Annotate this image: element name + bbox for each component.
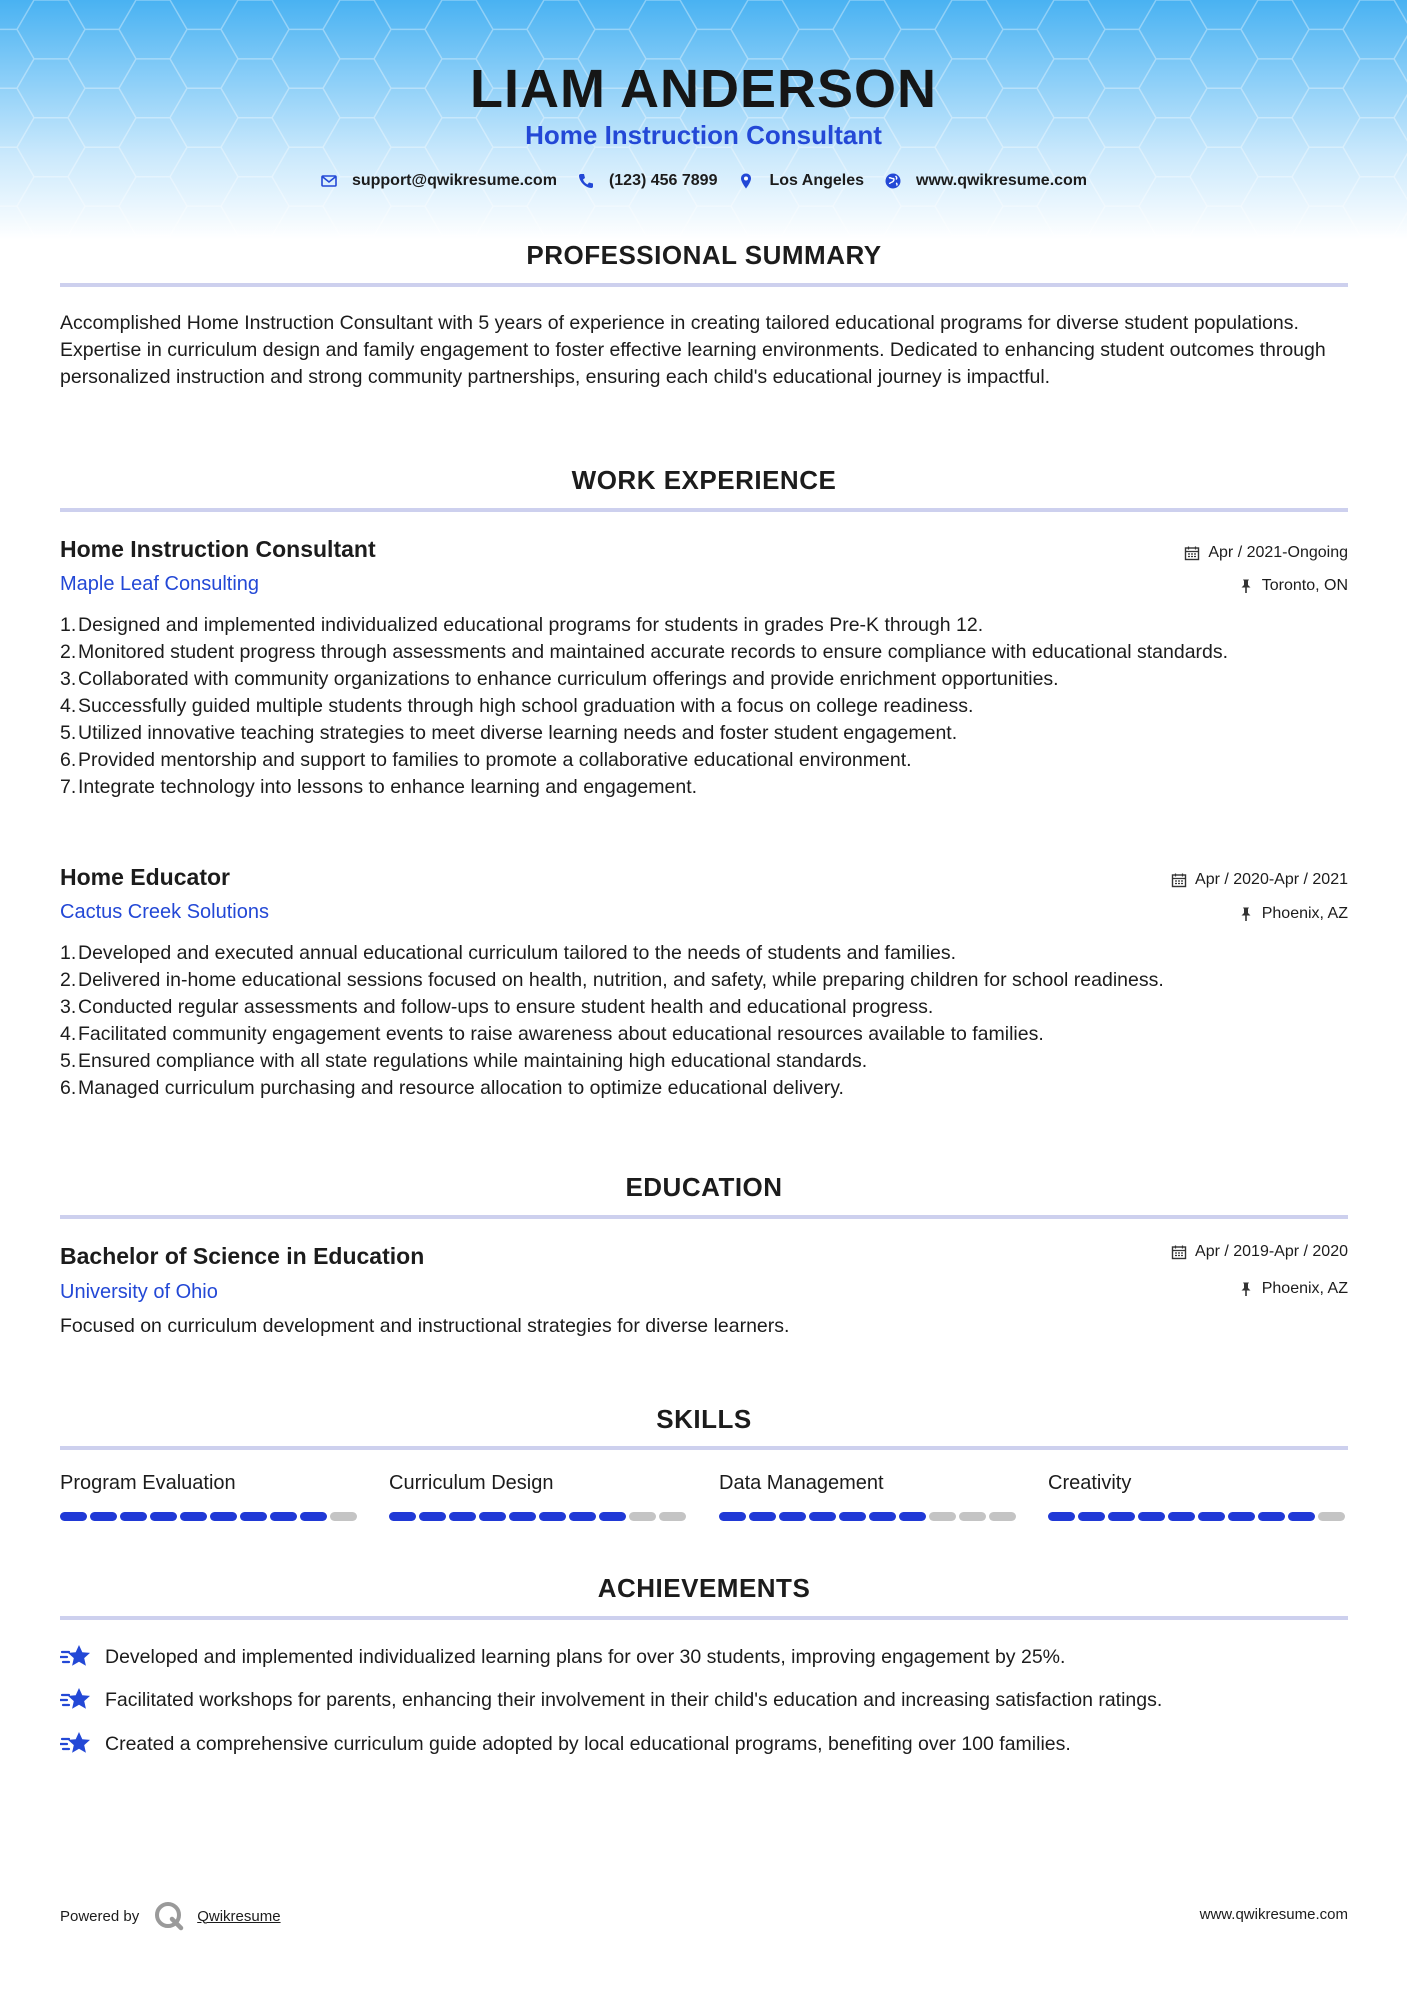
footer-website[interactable]: www.qwikresume.com: [1199, 1906, 1348, 1923]
contact-bar: [0, 172, 1407, 190]
job-bullet: 3.Collaborated with community organizations to enhance curriculum offerings and provide enrichment opportunities.: [60, 668, 1059, 690]
achievement-text: Created a comprehensive curriculum guide adopted by local educational programs, benefiting over 100 families.: [105, 1732, 1071, 1755]
pushpin-icon: [1238, 1281, 1254, 1297]
school-name: University of Ohio: [60, 1281, 218, 1303]
contact-location: [737, 172, 864, 190]
job-bullet: 3.Conducted regular assessments and follow-ups to ensure student health and educational progress.: [60, 996, 934, 1018]
skill-level-bar: [60, 1512, 360, 1521]
skill-level-bar: [389, 1512, 689, 1521]
achievement-item: [60, 1686, 1162, 1714]
globe-icon: [884, 172, 902, 190]
education-location-text: Phoenix, AZ: [1261, 1280, 1348, 1297]
job-date-text: Apr / 2020-Apr / 2021: [1195, 871, 1348, 888]
footer-powered-by: [60, 1900, 281, 1932]
achievements-heading: ACHIEVEMENTS: [597, 1573, 811, 1603]
skill-name: Program Evaluation: [60, 1472, 236, 1494]
education-description: Focused on curriculum development and instructional strategies for diverse learners.: [60, 1315, 790, 1337]
job-bullet: 1.Designed and implemented individualized educational programs for students in grades Pre-K through 12.: [60, 614, 984, 636]
summary-text: Accomplished Home Instruction Consultant with 5 years of experience in creating tailored educational programs for diverse student populations. Expertise in curriculum design and family engagement to foster effective learning environments. Dedicated to enhancing student outcomes through personalized instruction and strong community partnerships, ensuring each child's educational journey is impactful.: [60, 312, 1326, 388]
job-bullets: [60, 940, 1350, 1102]
job-location-text: Phoenix, AZ: [1261, 905, 1348, 922]
star-icon: [60, 1643, 92, 1671]
skill-item: [60, 1472, 360, 1521]
job-date: [1171, 871, 1348, 889]
skill-dot-filled: [569, 1512, 596, 1521]
star-icon: [60, 1686, 92, 1714]
skill-dot-filled: [180, 1512, 207, 1521]
skill-item: [719, 1472, 1019, 1521]
achievement-item: [60, 1730, 1071, 1758]
job-bullet: 5.Utilized innovative teaching strategies to meet diverse learning needs and foster student engagement.: [60, 722, 958, 744]
experience-divider: [60, 508, 1348, 512]
pushpin-icon: [1238, 578, 1254, 594]
skill-dot-filled: [1168, 1512, 1195, 1521]
skill-item: [1048, 1472, 1348, 1521]
envelope-icon: [320, 172, 338, 190]
contact-email[interactable]: [320, 172, 557, 190]
skill-dot-filled: [419, 1512, 446, 1521]
job-bullet: 4.Successfully guided multiple students through high school graduation with a focus on college readiness.: [60, 695, 974, 717]
skill-dot-filled: [449, 1512, 476, 1521]
skill-dot-filled: [599, 1512, 626, 1521]
skill-name: Creativity: [1048, 1472, 1132, 1494]
job-bullet: 7.Integrate technology into lessons to enhance learning and engagement.: [60, 776, 698, 798]
skill-dot-filled: [60, 1512, 87, 1521]
skill-dot-filled: [779, 1512, 806, 1521]
job-company: Maple Leaf Consulting: [60, 573, 260, 595]
pushpin-icon: [1238, 906, 1254, 922]
job-bullet: 2.Delivered in-home educational sessions focused on health, nutrition, and safety, while preparing children for school readiness.: [60, 969, 1164, 991]
skill-dot-filled: [150, 1512, 177, 1521]
skill-dot-empty: [959, 1512, 986, 1521]
skill-level-bar: [1048, 1512, 1348, 1521]
job-date-text: Apr / 2021-Ongoing: [1208, 544, 1348, 561]
qwikresume-logo: [153, 1900, 185, 1932]
job-date: [1184, 544, 1348, 562]
skill-dot-empty: [330, 1512, 357, 1521]
education-divider: [60, 1215, 1348, 1219]
skill-dot-empty: [659, 1512, 686, 1521]
skill-dot-empty: [629, 1512, 656, 1521]
skill-dot-filled: [389, 1512, 416, 1521]
skill-dot-filled: [1288, 1512, 1315, 1521]
job-bullet: 1.Developed and executed annual educational curriculum tailored to the needs of students and families.: [60, 942, 957, 964]
skills-heading: SKILLS: [656, 1404, 752, 1434]
skill-dot-filled: [869, 1512, 896, 1521]
skill-dot-filled: [899, 1512, 926, 1521]
skill-dot-filled: [120, 1512, 147, 1521]
skill-dot-filled: [479, 1512, 506, 1521]
qwikresume-link[interactable]: Qwikresume: [197, 1907, 281, 1925]
job-bullet: 4.Facilitated community engagement events to raise awareness about educational resources available to families.: [60, 1023, 1044, 1045]
skill-dot-filled: [1108, 1512, 1135, 1521]
job-bullet: 5.Ensured compliance with all state regulations while maintaining high educational standards.: [60, 1050, 868, 1072]
education-date: [1171, 1243, 1348, 1261]
contact-website-text: www.qwikresume.com: [916, 172, 1088, 189]
skill-dot-filled: [210, 1512, 237, 1521]
experience-heading: WORK EXPERIENCE: [571, 465, 837, 495]
skill-dot-filled: [839, 1512, 866, 1521]
contact-phone[interactable]: [577, 172, 718, 190]
achievement-text: Developed and implemented individualized learning plans for over 30 students, improving engagement by 25%.: [105, 1645, 1066, 1668]
skill-dot-empty: [929, 1512, 956, 1521]
skill-dot-filled: [1138, 1512, 1165, 1521]
job-bullet: 6.Managed curriculum purchasing and resource allocation to optimize educational delivery.: [60, 1077, 844, 1099]
calendar-icon: [1171, 872, 1187, 888]
skill-dot-filled: [1048, 1512, 1075, 1521]
job-title: Home Instruction Consultant: [60, 536, 376, 562]
skill-dot-filled: [1198, 1512, 1225, 1521]
job-company: Cactus Creek Solutions: [60, 901, 269, 923]
contact-location-text: Los Angeles: [769, 172, 865, 189]
star-icon: [60, 1730, 92, 1758]
candidate-name: LIAM ANDERSON: [470, 59, 937, 119]
skill-dot-empty: [1318, 1512, 1345, 1521]
education-heading: EDUCATION: [625, 1172, 783, 1202]
contact-website[interactable]: [884, 172, 1087, 190]
map-pin-icon: [737, 172, 755, 190]
skill-dot-filled: [1078, 1512, 1105, 1521]
skill-dot-filled: [509, 1512, 536, 1521]
phone-icon: [577, 172, 595, 190]
job-location: [1238, 577, 1348, 595]
candidate-role: Home Instruction Consultant: [525, 120, 882, 150]
education-date-text: Apr / 2019-Apr / 2020: [1195, 1243, 1348, 1260]
skill-dot-filled: [539, 1512, 566, 1521]
summary-heading: PROFESSIONAL SUMMARY: [526, 240, 882, 270]
calendar-icon: [1171, 1244, 1187, 1260]
skill-item: [389, 1472, 689, 1521]
skill-dot-filled: [719, 1512, 746, 1521]
education-location: [1238, 1280, 1348, 1298]
skill-dot-filled: [809, 1512, 836, 1521]
job-title: Home Educator: [60, 864, 230, 890]
summary-divider: [60, 283, 1348, 287]
achievement-item: [60, 1643, 1065, 1671]
job-bullet: 2.Monitored student progress through assessments and maintained accurate records to ensure compliance with educational standards.: [60, 641, 1229, 663]
powered-by-label: Powered by: [60, 1907, 140, 1925]
skill-dot-filled: [300, 1512, 327, 1521]
skill-dot-filled: [90, 1512, 117, 1521]
skill-name: Curriculum Design: [389, 1472, 554, 1494]
skill-dot-filled: [270, 1512, 297, 1521]
degree-title: Bachelor of Science in Education: [60, 1243, 425, 1269]
job-location: [1238, 905, 1348, 923]
achievements-divider: [60, 1616, 1348, 1620]
contact-email-text: support@qwikresume.com: [351, 172, 557, 189]
skill-name: Data Management: [719, 1472, 884, 1494]
job-bullet: 6.Provided mentorship and support to families to promote a collaborative educational environment.: [60, 749, 912, 771]
skill-dot-filled: [240, 1512, 267, 1521]
skill-level-bar: [719, 1512, 1019, 1521]
skills-divider: [60, 1446, 1348, 1450]
skill-dot-filled: [1228, 1512, 1255, 1521]
contact-phone-text: (123) 456 7899: [608, 172, 718, 189]
skill-dot-empty: [989, 1512, 1016, 1521]
job-bullets: [60, 612, 1350, 801]
calendar-icon: [1184, 545, 1200, 561]
job-location-text: Toronto, ON: [1261, 577, 1348, 594]
achievement-text: Facilitated workshops for parents, enhancing their involvement in their child's education and increasing satisfaction ratings.: [105, 1688, 1163, 1711]
skill-dot-filled: [1258, 1512, 1285, 1521]
skill-dot-filled: [749, 1512, 776, 1521]
